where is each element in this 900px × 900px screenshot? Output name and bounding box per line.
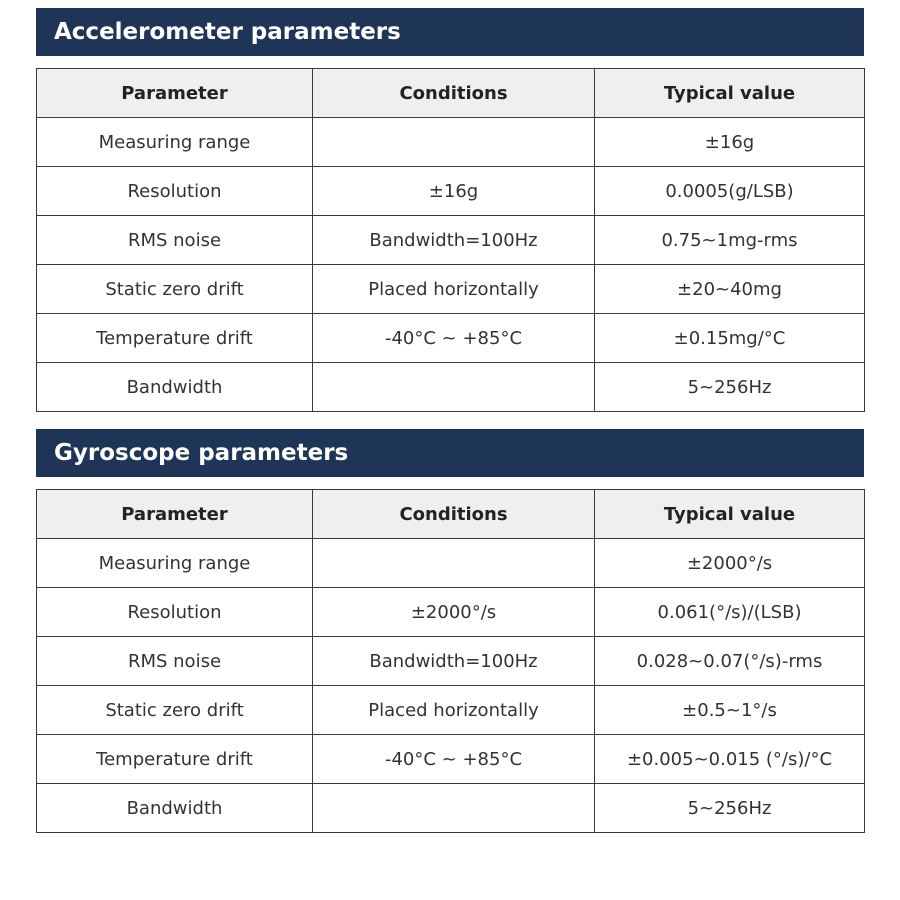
accelerometer-section-title: Accelerometer parameters xyxy=(36,8,864,56)
table-row xyxy=(37,265,865,314)
column-header-conditions: Conditions xyxy=(313,69,595,118)
table-row xyxy=(37,686,865,735)
table-row xyxy=(37,167,865,216)
conditions-cell: -40°C ~ +85°C xyxy=(313,314,595,363)
parameter-cell: RMS noise xyxy=(37,216,313,265)
conditions-cell xyxy=(313,363,595,412)
parameter-cell: Static zero drift xyxy=(37,265,313,314)
table-row xyxy=(37,637,865,686)
typical-value-cell: 0.75~1mg-rms xyxy=(595,216,865,265)
column-header-parameter: Parameter xyxy=(37,490,313,539)
typical-value-cell: 5~256Hz xyxy=(595,784,865,833)
parameter-cell: RMS noise xyxy=(37,637,313,686)
column-header-typical-value: Typical value xyxy=(595,69,865,118)
parameter-cell: Bandwidth xyxy=(37,784,313,833)
table-row xyxy=(37,118,865,167)
gyroscope-section-title: Gyroscope parameters xyxy=(36,429,864,477)
typical-value-cell: ±0.5~1°/s xyxy=(595,686,865,735)
table-row xyxy=(37,216,865,265)
conditions-cell xyxy=(313,539,595,588)
conditions-cell: ±2000°/s xyxy=(313,588,595,637)
conditions-cell: Placed horizontally xyxy=(313,265,595,314)
typical-value-cell: ±16g xyxy=(595,118,865,167)
conditions-cell xyxy=(313,118,595,167)
table-header-row xyxy=(37,69,865,118)
accelerometer-parameters-table xyxy=(36,68,865,412)
gyroscope-parameters-table xyxy=(36,489,865,833)
typical-value-cell: ±0.15mg/°C xyxy=(595,314,865,363)
parameter-cell: Temperature drift xyxy=(37,735,313,784)
typical-value-cell: 5~256Hz xyxy=(595,363,865,412)
typical-value-cell: 0.061(°/s)/(LSB) xyxy=(595,588,865,637)
parameter-cell: Measuring range xyxy=(37,118,313,167)
typical-value-cell: ±2000°/s xyxy=(595,539,865,588)
table-row xyxy=(37,588,865,637)
conditions-cell: Placed horizontally xyxy=(313,686,595,735)
parameter-cell: Resolution xyxy=(37,167,313,216)
conditions-cell: ±16g xyxy=(313,167,595,216)
typical-value-cell: 0.0005(g/LSB) xyxy=(595,167,865,216)
typical-value-cell: ±20~40mg xyxy=(595,265,865,314)
parameter-cell: Resolution xyxy=(37,588,313,637)
table-row xyxy=(37,539,865,588)
typical-value-cell: 0.028~0.07(°/s)-rms xyxy=(595,637,865,686)
conditions-cell xyxy=(313,784,595,833)
parameter-cell: Temperature drift xyxy=(37,314,313,363)
conditions-cell: Bandwidth=100Hz xyxy=(313,637,595,686)
typical-value-cell: ±0.005~0.015 (°/s)/°C xyxy=(595,735,865,784)
table-row xyxy=(37,784,865,833)
column-header-conditions: Conditions xyxy=(313,490,595,539)
table-row xyxy=(37,735,865,784)
table-row xyxy=(37,314,865,363)
parameter-cell: Static zero drift xyxy=(37,686,313,735)
table-row xyxy=(37,363,865,412)
parameter-cell: Bandwidth xyxy=(37,363,313,412)
column-header-typical-value: Typical value xyxy=(595,490,865,539)
parameter-cell: Measuring range xyxy=(37,539,313,588)
conditions-cell: -40°C ~ +85°C xyxy=(313,735,595,784)
column-header-parameter: Parameter xyxy=(37,69,313,118)
conditions-cell: Bandwidth=100Hz xyxy=(313,216,595,265)
table-header-row xyxy=(37,490,865,539)
